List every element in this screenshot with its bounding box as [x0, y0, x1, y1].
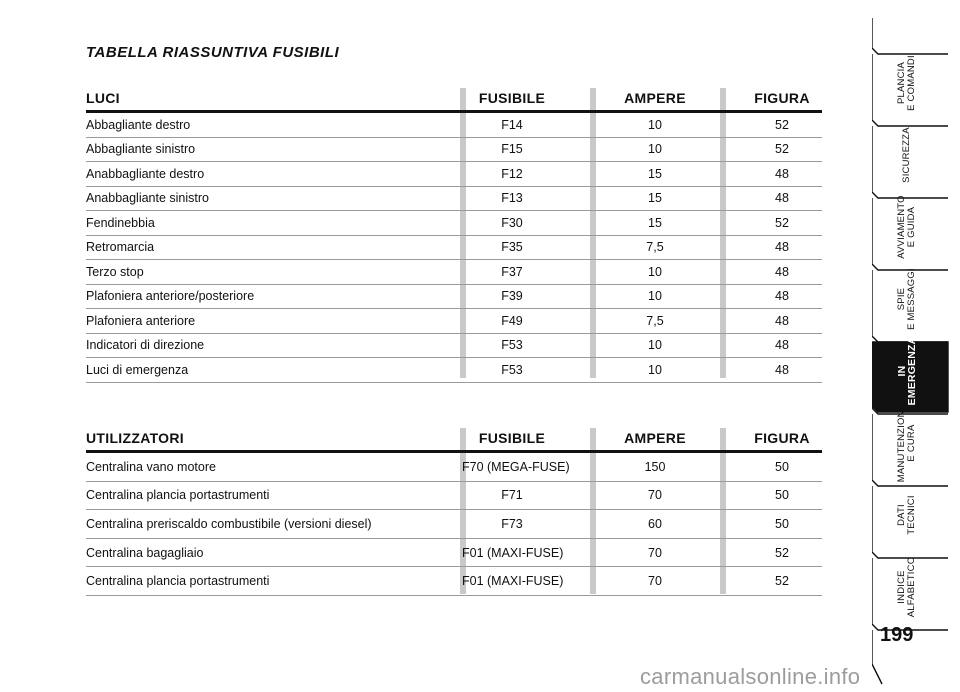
table-row	[86, 138, 822, 163]
cell-figura: 48	[775, 264, 789, 279]
cell-ampere: 10	[648, 338, 662, 353]
table-row	[86, 211, 822, 236]
cell-description: Fendinebbia	[86, 215, 155, 230]
cell-fusibile: F70 (MEGA-FUSE)	[462, 459, 570, 474]
cell-fusibile: F30	[501, 215, 523, 230]
cell-fusibile: F12	[501, 166, 523, 181]
cell-description: Anabbagliante destro	[86, 166, 205, 181]
tab-label: AVVIAMENTO E GUIDA	[896, 195, 917, 259]
cell-ampere: 7,5	[646, 313, 664, 328]
table-row	[86, 567, 822, 596]
cell-ampere: 7,5	[646, 240, 664, 255]
tab-avviamento[interactable]	[872, 192, 942, 262]
header-utilizzatori: UTILIZZATORI	[86, 430, 184, 446]
cell-ampere: 70	[648, 545, 662, 560]
tab-label: INDICE ALFABETICO	[896, 556, 917, 618]
cell-description: Retromarcia	[86, 240, 155, 255]
cell-figura: 52	[775, 142, 789, 157]
tab-plancia[interactable]	[872, 48, 942, 118]
table-row	[86, 539, 822, 568]
cell-description: Terzo stop	[86, 264, 144, 279]
cell-description: Centralina plancia portastrumenti	[86, 574, 270, 589]
table-row	[86, 187, 822, 212]
cell-figura: 52	[775, 574, 789, 589]
cell-description: Plafoniera anteriore/posteriore	[86, 289, 255, 304]
cell-figura: 52	[775, 545, 789, 560]
cell-fusibile: F01 (MAXI-FUSE)	[462, 545, 564, 560]
tab-label: SICUREZZA	[901, 127, 912, 183]
cell-ampere: 10	[648, 117, 662, 132]
table-row	[86, 113, 822, 138]
table-row	[86, 358, 822, 383]
tab-label: DATI TECNICI	[896, 495, 917, 535]
cell-fusibile: F73	[501, 516, 523, 531]
cell-fusibile: F14	[501, 117, 523, 132]
cell-fusibile: F35	[501, 240, 523, 255]
cell-ampere: 10	[648, 289, 662, 304]
cell-description: Abbagliante sinistro	[86, 142, 196, 157]
header-fusibile: FUSIBILE	[478, 90, 546, 106]
cell-description: Centralina vano motore	[86, 459, 216, 474]
cell-ampere: 15	[648, 191, 662, 206]
header-ampere: AMPERE	[624, 430, 686, 446]
cell-figura: 48	[775, 166, 789, 181]
table-row	[86, 285, 822, 310]
table-row	[86, 236, 822, 261]
cell-fusibile: F13	[501, 191, 523, 206]
table-row	[86, 309, 822, 334]
cell-ampere: 150	[644, 459, 666, 474]
cell-fusibile: F39	[501, 289, 523, 304]
table-row	[86, 453, 822, 482]
cell-figura: 48	[775, 191, 789, 206]
table-row	[86, 260, 822, 285]
cell-description: Centralina bagagliaio	[86, 545, 204, 560]
cell-fusibile: F49	[501, 313, 523, 328]
cell-description: Centralina preriscaldo combustibile (versioni diesel)	[86, 516, 372, 531]
cell-figura: 48	[775, 313, 789, 328]
table-row	[86, 162, 822, 187]
tab-label: MANUTENZIONE E CURA	[896, 403, 917, 483]
cell-description: Centralina plancia portastrumenti	[86, 488, 270, 503]
cell-description: Plafoniera anteriore	[86, 313, 196, 328]
header-luci: LUCI	[86, 90, 120, 106]
tab-dati[interactable]	[872, 480, 942, 550]
page-title: TABELLA RIASSUNTIVA FUSIBILI	[86, 44, 340, 61]
tab-spie[interactable]	[872, 264, 942, 334]
cell-fusibile: F53	[501, 338, 523, 353]
cell-ampere: 10	[648, 142, 662, 157]
cell-fusibile: F01 (MAXI-FUSE)	[462, 574, 564, 589]
cell-ampere: 15	[648, 166, 662, 181]
cell-figura: 50	[775, 488, 789, 503]
cell-figura: 52	[775, 117, 789, 132]
cell-figura: 52	[775, 215, 789, 230]
cell-figura: 48	[775, 240, 789, 255]
cell-figura: 48	[775, 338, 789, 353]
cell-figura: 50	[775, 459, 789, 474]
tab-in[interactable]	[872, 336, 942, 406]
cell-ampere: 70	[648, 574, 662, 589]
luci-table	[86, 88, 822, 383]
table-row	[86, 510, 822, 539]
table-row	[86, 482, 822, 511]
cell-fusibile: F53	[501, 362, 523, 377]
tab-label: IN EMERGENZA	[896, 336, 918, 406]
cell-description: Luci di emergenza	[86, 362, 189, 377]
cell-fusibile: F71	[501, 488, 523, 503]
tab-sicurezza[interactable]	[872, 120, 942, 190]
cell-figura: 50	[775, 516, 789, 531]
cell-fusibile: F15	[501, 142, 523, 157]
cell-figura: 48	[775, 362, 789, 377]
tab-manutenzione[interactable]	[872, 403, 942, 483]
section-tabs	[872, 0, 960, 692]
cell-ampere: 15	[648, 215, 662, 230]
tab-label: SPIE E MESSAGGI	[896, 268, 917, 330]
cell-ampere: 60	[648, 516, 662, 531]
utilizzatori-table-header	[86, 428, 822, 453]
cell-description: Abbagliante destro	[86, 117, 191, 132]
watermark: carmanualsonline.info	[640, 664, 861, 689]
utilizzatori-table	[86, 428, 822, 596]
luci-table-header	[86, 88, 822, 113]
header-ampere: AMPERE	[624, 90, 686, 106]
cell-figura: 48	[775, 289, 789, 304]
header-fusibile: FUSIBILE	[478, 430, 546, 446]
header-figura: FIGURA	[754, 90, 810, 106]
cell-ampere: 10	[648, 264, 662, 279]
page-number: 199	[880, 624, 914, 646]
cell-ampere: 70	[648, 488, 662, 503]
cell-description: Anabbagliante sinistro	[86, 191, 209, 206]
tab-label: PLANCIA E COMANDI	[896, 55, 917, 111]
table-row	[86, 334, 822, 359]
cell-description: Indicatori di direzione	[86, 338, 205, 353]
cell-fusibile: F37	[501, 264, 523, 279]
cell-ampere: 10	[648, 362, 662, 377]
header-figura: FIGURA	[754, 430, 810, 446]
tab-indice[interactable]	[872, 552, 942, 622]
